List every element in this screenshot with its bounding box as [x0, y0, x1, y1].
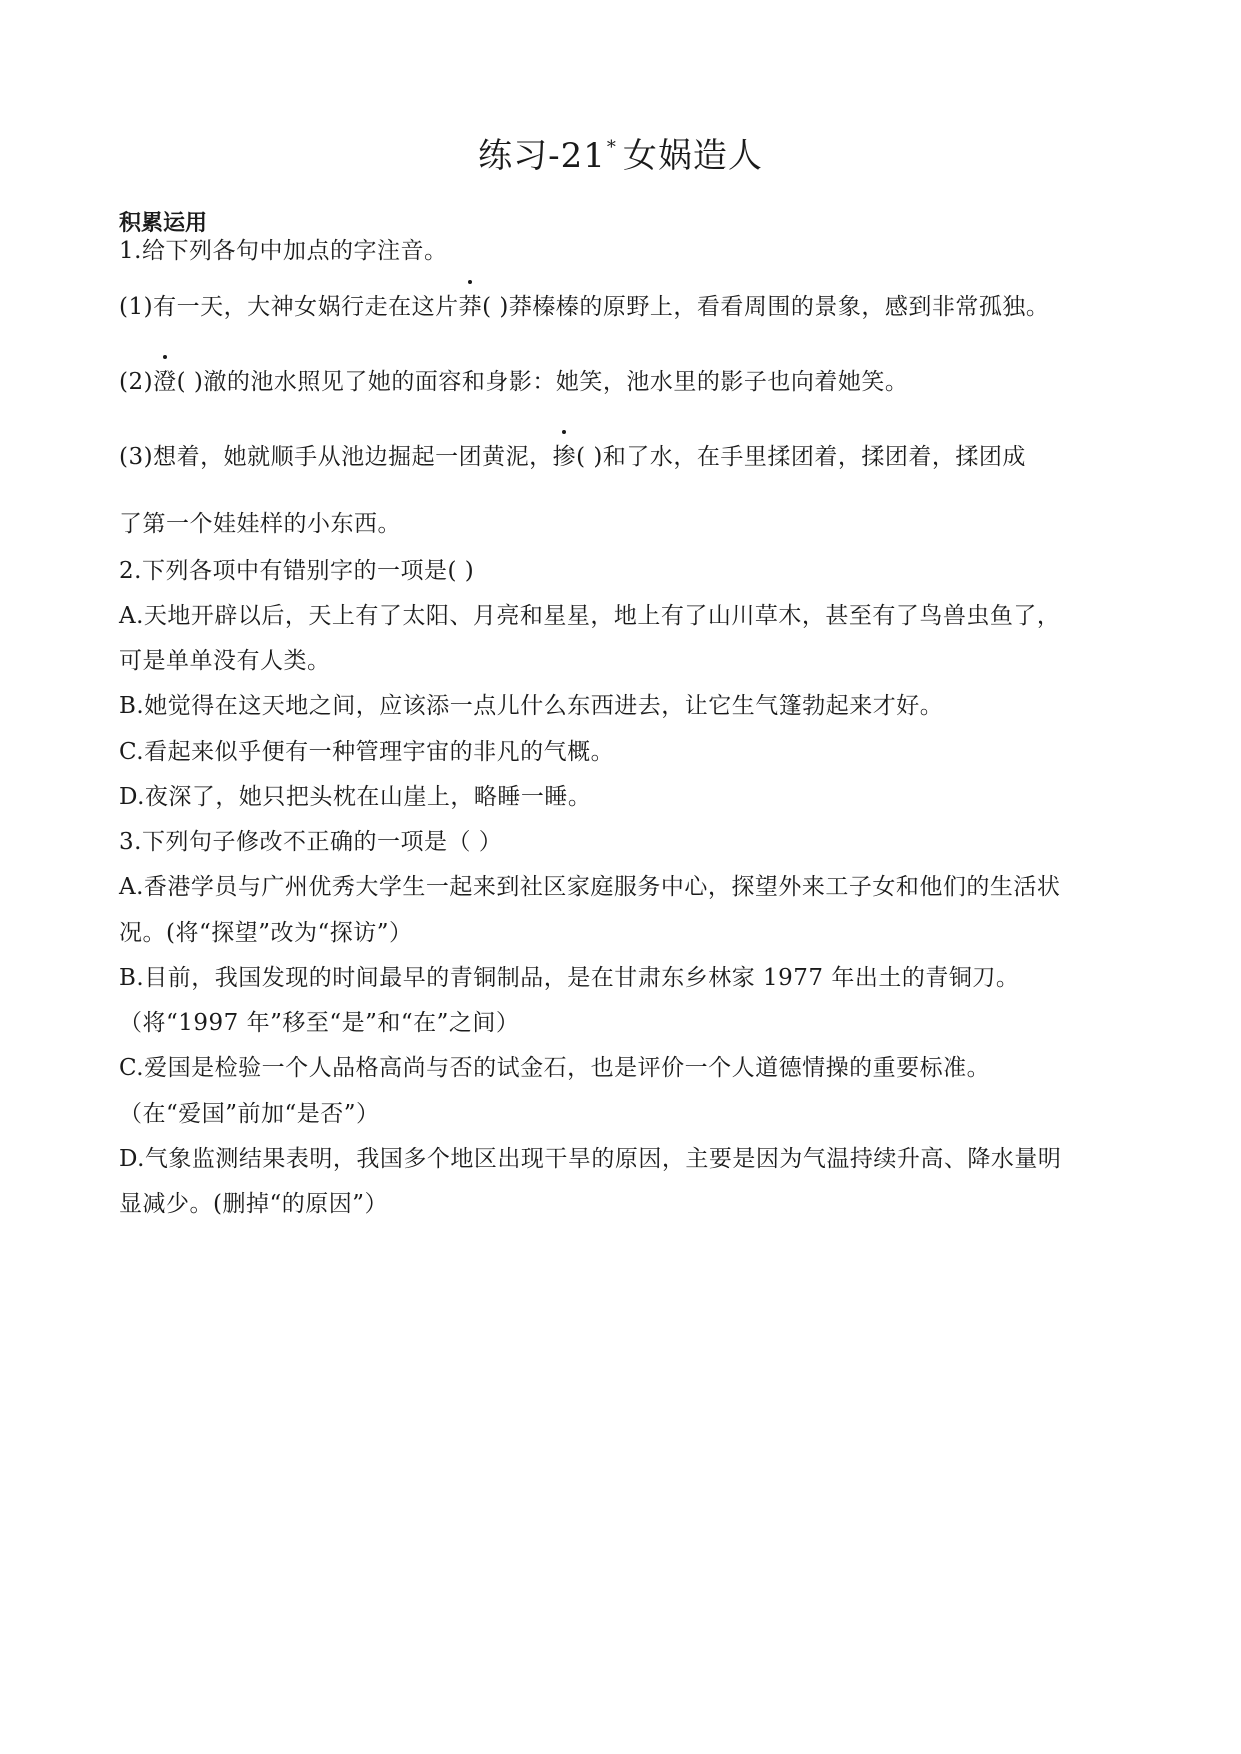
- item-text: (2): [119, 369, 154, 395]
- item-text: (3)想着，她就顺手从池边掘起一团黄泥，: [119, 444, 553, 470]
- question-3-option-d: D.气象监测结果表明，我国多个地区出现干旱的原因，主要是因为气温持续升高、降水量明: [119, 1146, 1062, 1172]
- question-1-item-2: [119, 363, 908, 396]
- question-2-option-a: A.天地开辟以后，天上有了太阳、月亮和星星，地上有了山川草木，甚至有了鸟兽虫鱼了，: [119, 603, 1061, 629]
- question-3-option-b-continued: （将“1997 年”移至“是”和“在”之间）: [119, 1010, 520, 1036]
- question-2-stem: 2.下列各项中有错别字的一项是( ): [119, 558, 475, 584]
- item-text: ( )和了水，在手里揉团着，揉团着，揉团成: [576, 444, 1026, 470]
- title-lesson-name: 女娲造人: [622, 136, 763, 176]
- title-asterisk: *: [606, 137, 617, 158]
- question-3-stem: 3.下列句子修改不正确的一项是（ ）: [119, 829, 503, 855]
- question-2-option-d: D.夜深了，她只把头枕在山崖上，略睡一睡。: [119, 784, 592, 810]
- question-3-option-d-continued: 显减少。(删掉“的原因”）: [119, 1191, 388, 1217]
- dotted-char: 澄: [153, 363, 177, 396]
- question-3-option-a-continued: 况。(将“探望”改为“探访”）: [119, 920, 413, 946]
- dotted-char: 莽: [459, 288, 483, 321]
- title-main: 练习-21: [478, 136, 606, 176]
- item-text: ( )莽榛榛的原野上，看看周围的景象，感到非常孤独。: [482, 294, 1050, 320]
- item-text: (1)有一天，大神女娲行走在这片: [119, 294, 459, 320]
- question-3-option-b: B.目前，我国发现的时间最早的青铜制品，是在甘肃东乡林家 1977 年出土的青铜刀。: [119, 965, 1020, 991]
- item-text: ( )澈的池水照见了她的面容和身影：她笑，池水里的影子也向着她笑。: [176, 369, 909, 395]
- question-2-option-c: C.看起来似乎便有一种管理宇宙的非凡的气概。: [119, 739, 615, 765]
- page-title: [0, 128, 1241, 177]
- question-2-option-a-continued: 可是单单没有人类。: [119, 648, 331, 674]
- question-1-item-3: [119, 438, 1026, 471]
- question-3-option-a: A.香港学员与广州优秀大学生一起来到社区家庭服务中心，探望外来工子女和他们的生活状: [119, 874, 1061, 900]
- section-heading: 积累运用: [119, 211, 208, 236]
- question-2-option-b: B.她觉得在这天地之间，应该添一点儿什么东西进去，让它生气篷勃起来才好。: [119, 693, 944, 719]
- dotted-char: 掺: [553, 438, 577, 471]
- question-3-option-c: C.爱国是检验一个人品格高尚与否的试金石，也是评价一个人道德情操的重要标准。: [119, 1055, 991, 1081]
- question-1-item-1: [119, 288, 1049, 321]
- question-1-item-3-continued: 了第一个娃娃样的小东西。: [119, 511, 401, 537]
- question-1-stem: 1.给下列各句中加点的字注音。: [119, 238, 448, 264]
- question-3-option-c-continued: （在“爱国”前加“是否”）: [119, 1101, 380, 1127]
